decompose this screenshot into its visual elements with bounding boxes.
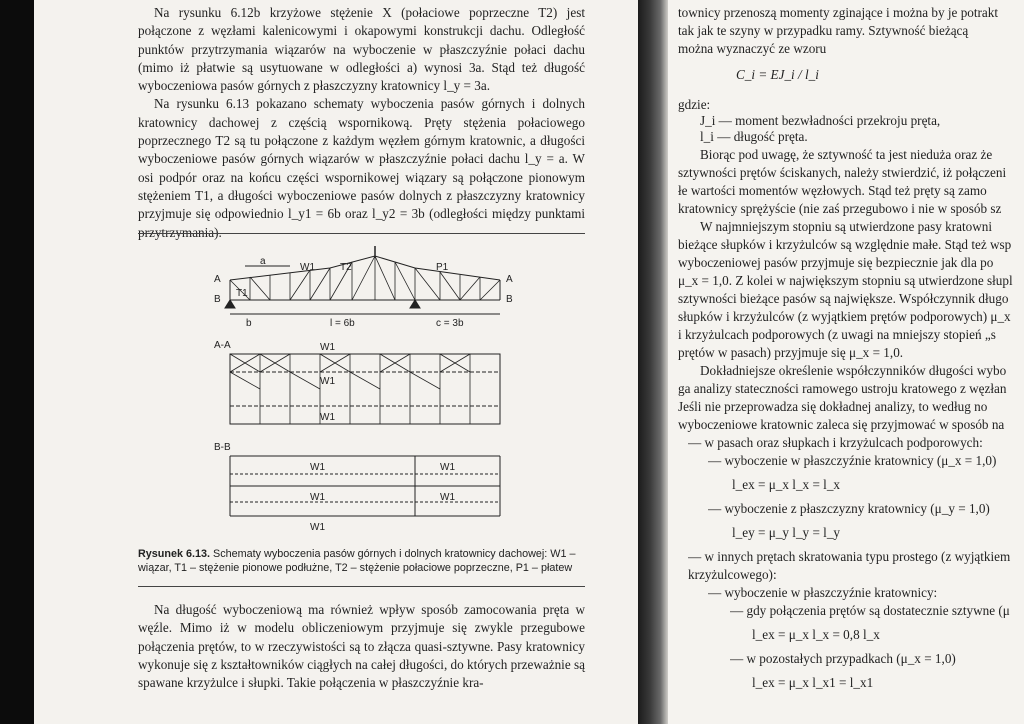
figure-label-w1-bb-4: W1 — [440, 492, 455, 503]
right-page-line: ga analizy stateczności ramowego ustroju kratowego z węzłan — [678, 381, 1007, 396]
right-page-line: — wyboczenie w płaszczyźnie kratownicy (μ_x = 1,0) — [708, 453, 997, 468]
paragraph-1: Na rysunku 6.12b krzyżowe stężenie X (połaciowe poprzeczne T2) jest połączone z węzłami kalenicowymi i okapowymi konstrukcji dachu. Odległość punktów przytrzymania wiązarów na wyboczenie w płaszczyźnie połaci dachu (mimo iż płatwie są usytuowane w odległości a) wynosi 3a. Stąd też długość wyboczeniowa pasów górnych z płaszczyzny kratownicy l_y = 3a. — [138, 5, 585, 94]
figure-label-B: B — [214, 294, 221, 305]
figure-label-w1-bb-3: W1 — [310, 492, 325, 503]
right-page-line: można wyznaczyć ze wzoru — [678, 41, 827, 56]
right-page-line: słupków i krzyżulców (z wyjątkiem prętów podporowych) μ_x — [678, 309, 1011, 324]
figure-label-w1-bb-1: W1 — [310, 462, 325, 473]
caption-text: Schematy wyboczenia pasów górnych i dolnych kratownicy dachowej: W1 – wiązar, T1 – stężenie pionowe podłużne, T2 – stężenie połaciowe poprzeczne, P1 – płatew — [138, 548, 576, 574]
figure-label-p1: P1 — [436, 262, 449, 273]
figure-bottom-rule — [138, 586, 585, 587]
right-page-line: sztywności bieżące pasów są największe. Współczynnik długo — [678, 291, 1009, 306]
figure-label-l6b: l = 6b — [330, 318, 355, 329]
figure-label-BB: B-B — [214, 442, 231, 453]
right-page-line: μ_x = 1,0. Z kolei w największym stopniu są utwierdzone słupl — [678, 273, 1013, 288]
figure-label-w1-plan: W1 — [320, 342, 335, 353]
figure-label-B-right: B — [506, 294, 513, 305]
right-page-line: l_ex = μ_x l_x1 = l_x1 — [752, 675, 874, 690]
right-page-line: kratownicy sprężyście (nie zaś przegubowo i nie w sposób sz — [678, 201, 1002, 216]
figure-label-A-right: A — [506, 274, 513, 285]
right-page-line: krzyżulcowego): — [688, 567, 777, 582]
right-page-line: łe wartości momentów węzłowych. Stąd też pręty są zamo — [678, 183, 987, 198]
left-page-text-bottom — [138, 601, 585, 692]
right-page-line: — w innych prętach skratowania typu prostego (z wyjątkiem — [688, 549, 1011, 564]
right-page-line: wyboczeniowe kratownic zaleca się przyjmować w sposób na — [678, 417, 1005, 432]
figure-label-c3b: c = 3b — [436, 318, 464, 329]
figure-label-w1-plan-3: W1 — [320, 412, 335, 423]
caption-label: Rysunek 6.13. — [138, 548, 211, 560]
book-gutter — [638, 0, 668, 724]
right-page-line: J_i — moment bezwładności przekroju pręta, — [700, 113, 941, 128]
paragraph-2: Na rysunku 6.13 pokazano schematy wyboczenia pasów górnych i dolnych kratownicy dachowej z częścią wspornikową. Pręty stężenia połaciowego poprzecznego T2 są tu połączone z każdym węzłem górnym kratownic, a długości wyboczeniowe pasów górnych wiązarów w płaszczyźnie połaci dachu l_y = a. W osi podpór oraz na końcu części wspornikowej wiązary są połączone pionowym stężeniem T1, a długości wyboczeniowe pasów dolnych z płaszczyzny kratownicy przyjmuje się odpowiednio l_y1 = 6b oraz l_y2 = 3b (odległości między punktami — [138, 96, 585, 222]
figure-label-A: A — [214, 274, 221, 285]
right-page-line: — w pasach oraz słupkach i krzyżulcach podporowych: — [688, 435, 983, 450]
right-page-line: tak jak te szyny w przypadku ramy. Sztywność bieżącą — [678, 23, 969, 38]
right-page-line: W najmniejszym stopniu są utwierdzone pasy kratowni — [700, 219, 993, 234]
left-page-text-top — [138, 4, 585, 242]
figure-label-w1: W1 — [300, 262, 315, 273]
right-page-line: — w pozostałych przypadkach (μ_x = 1,0) — [730, 651, 956, 666]
right-page-line: wyboczeniowej pasów przyjmuje się bezpiecznie jak dla po — [678, 255, 994, 270]
right-page-line: bieżące słupków i krzyżulców są względnie małe. Stąd też wsp — [678, 237, 1012, 252]
right-page-line: — wyboczenie w płaszczyźnie kratownicy: — [708, 585, 938, 600]
figure-label-w1-bb-2: W1 — [440, 462, 455, 473]
right-page-line: gdzie: — [678, 97, 711, 112]
right-page-line: l_i — długość pręta. — [700, 129, 808, 144]
right-page-line: townicy przenoszą momenty zginające i można by je potrakt — [678, 5, 999, 20]
figure-label-AA: A-A — [214, 340, 231, 351]
right-page-line: — wyboczenie z płaszczyzny kratownicy (μ_y = 1,0) — [708, 501, 990, 516]
figure-6-13 — [200, 244, 530, 544]
figure-top-rule — [138, 233, 585, 234]
figure-label-w1-bb-5: W1 — [310, 522, 325, 533]
right-page-line: Biorąc pod uwagę, że sztywność ta jest nieduża oraz że — [700, 147, 993, 162]
right-page-line: l_ey = μ_y l_y = l_y — [732, 525, 841, 540]
figure-label-a: a — [260, 256, 266, 267]
right-page-line: Jeśli nie przeprowadza się dokładnej analizy, to według no — [678, 399, 988, 414]
figure-label-t2: T2 — [340, 262, 352, 273]
figure-label-t1: T1 — [236, 288, 248, 299]
book-spine-left — [0, 0, 34, 724]
right-page-line: — gdy połączenia prętów są dostatecznie sztywne (μ — [730, 603, 1010, 618]
right-page-line: sztywności prętów ściskanych, należy stwierdzić, iż połączeni — [678, 165, 1007, 180]
figure-label-w1-plan-2: W1 — [320, 376, 335, 387]
right-page-line: l_ex = μ_x l_x = 0,8 l_x — [752, 627, 880, 642]
right-page-line: Dokładniejsze określenie współczynników długości wybo — [700, 363, 1007, 378]
right-page-line: prętów w pasach) przyjmuje się μ_x = 1,0. — [678, 345, 904, 360]
figure-label-b: b — [246, 318, 252, 329]
figure-caption — [138, 548, 578, 575]
right-page-line: i krzyżulcach podporowych (z uwagi na mniejszy stopień „s — [678, 327, 996, 342]
right-page-line: l_ex = μ_x l_x = l_x — [732, 477, 841, 492]
formula-stiffness: C_i = EJ_i / l_i — [736, 67, 819, 82]
paragraph-3: Na długość wyboczeniową ma również wpływ sposób zamocowania pręta w węźle. Mimo iż w modelu obliczeniowym przyjmuje się zwykle przegubowe połączenia prętów, to w rzeczywistości są to złącza quasi-sztywne. Pasy kratownicy wykonuje się z kształtowników ciągłych na całej długości, do których przeważnie są spawane krzyżulce i słupki. Takie połączenia w płaszczyźnie kra- — [138, 602, 585, 691]
